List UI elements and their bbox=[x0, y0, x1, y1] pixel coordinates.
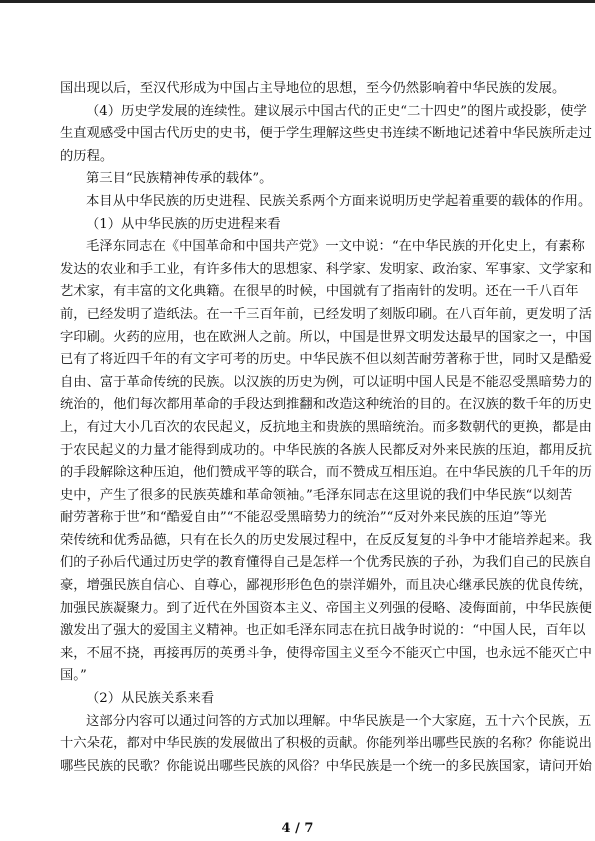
text-line: 字印刷。火药的应用，也在欧洲人之前。所以，中国是世界文明发达最早的国家之一，中国 bbox=[60, 329, 592, 345]
top-rule bbox=[0, 0, 595, 3]
text-line: 哪些民族的民歌？你能说出哪些民族的风俗？中华民族是一个统一的多民族国家，请问开始 bbox=[60, 758, 592, 774]
text-line: 艺术家，有丰富的文化典籍。在很早的时候，中国就有了指南针的发明。还在一千八百年 bbox=[60, 284, 579, 300]
text-line: 加强民族凝聚力。到了近代在外国资本主义、帝国主义列强的侵略、凌侮面前，中华民族便 bbox=[60, 600, 592, 616]
text-line: 生直观感受中国古代历史的史书，便于学生理解这些史书连续不断地记述着中华民族所走过 bbox=[60, 126, 592, 142]
text-line: 史中，产生了很多的民族英雄和革命领袖。”毛泽东同志在这里说的我们中华民族“以刻苦 bbox=[60, 487, 573, 503]
section-heading: 第三目“民族精神传承的载体”。 bbox=[86, 171, 273, 187]
text-line: 的历程。 bbox=[60, 148, 114, 164]
text-line: 于农民起义的力量才能得到成功的。中华民族的各族人民都反对外来民族的压迫，都用反抗 bbox=[60, 442, 592, 458]
text-line: 已有了将近四千年的有文字可考的历史。中华民族不但以刻苦耐劳著称于世，同时又是酷爱 bbox=[60, 352, 592, 368]
subsection-heading: （2）从民族关系来看 bbox=[86, 691, 215, 707]
text-line: 毛泽东同志在《中国革命和中国共产党》一文中说：“在中华民族的开化史上，有素称 bbox=[86, 239, 585, 255]
text-line: 本目从中华民族的历史进程、民族关系两个方面来说明历史学起着重要的载体的作用。 bbox=[86, 193, 592, 209]
text-line: 国。” bbox=[60, 668, 87, 684]
text-line: 十六朵花，都对中华民族的发展做出了积极的贡献。你能列举出哪些民族的名称？你能说出 bbox=[60, 736, 592, 752]
text-line: 的手段解除这种压迫，他们赞成平等的联合，而不赞成互相压迫。在中华民族的几千年的历 bbox=[60, 465, 592, 481]
text-line: 发达的农业和手工业，有许多伟大的思想家、科学家、发明家、政治家、军事家、文学家和 bbox=[60, 261, 592, 277]
text-line: 国出现以后，至汉代形成为中国占主导地位的思想，至今仍然影响着中华民族的发展。 bbox=[60, 81, 566, 96]
text-line: 豪，增强民族自信心、自尊心，鄙视形形色色的崇洋媚外，而且决心继承民族的优良传统， bbox=[60, 578, 592, 594]
text-line: 激发出了强大的爱国主义精神。也正如毛泽东同志在抗日战争时说的：“中国人民，百年以 bbox=[60, 623, 586, 639]
document-body bbox=[60, 78, 592, 778]
text-line: （4）历史学发展的连续性。建议展示中国古代的正史“二十四史”的图片或投影，使学 bbox=[86, 103, 587, 119]
page-number: 4 / 7 bbox=[281, 821, 314, 836]
text-line: 荣传统和优秀品德，只有在长久的历史发展过程中，在反反复复的斗争中才能培养起来。我 bbox=[60, 532, 592, 548]
text-line: 这部分内容可以通过问答的方式加以理解。中华民族是一个大家庭，五十六个民族，五 bbox=[86, 713, 592, 729]
text-line: 前，已经发明了造纸法。在一千三百年前，已经发明了刻版印刷。在八百年前，更发明了活 bbox=[60, 306, 592, 322]
text-line: 耐劳著称于世”和“酷爱自由”“不能忍受黑暗势力的统治”“反对外来民族的压迫”等光 bbox=[60, 510, 547, 526]
text-line: 统治的，他们每次都用革命的手段达到推翻和改造这种统治的目的。在汉族的数千年的历史 bbox=[60, 397, 592, 413]
text-line: 自由、富于革命传统的民族。以汉族的历史为例，可以证明中国人民是不能忍受黑暗势力的 bbox=[60, 374, 592, 390]
text-line: 上，有过大小几百次的农民起义，反抗地主和贵族的黑暗统治。而多数朝代的更换，都是由 bbox=[60, 419, 592, 435]
text-line: 们的子孙后代通过历史学的教育懂得自己是怎样一个优秀民族的子孙，为我们自己的民族自 bbox=[60, 555, 592, 571]
subsection-heading: （1）从中华民族的历史进程来看 bbox=[86, 216, 281, 232]
text-line: 来，不屈不挠，再接再厉的英勇斗争，使得帝国主义至今不能灭亡中国，也永远不能灭亡中 bbox=[60, 645, 592, 661]
